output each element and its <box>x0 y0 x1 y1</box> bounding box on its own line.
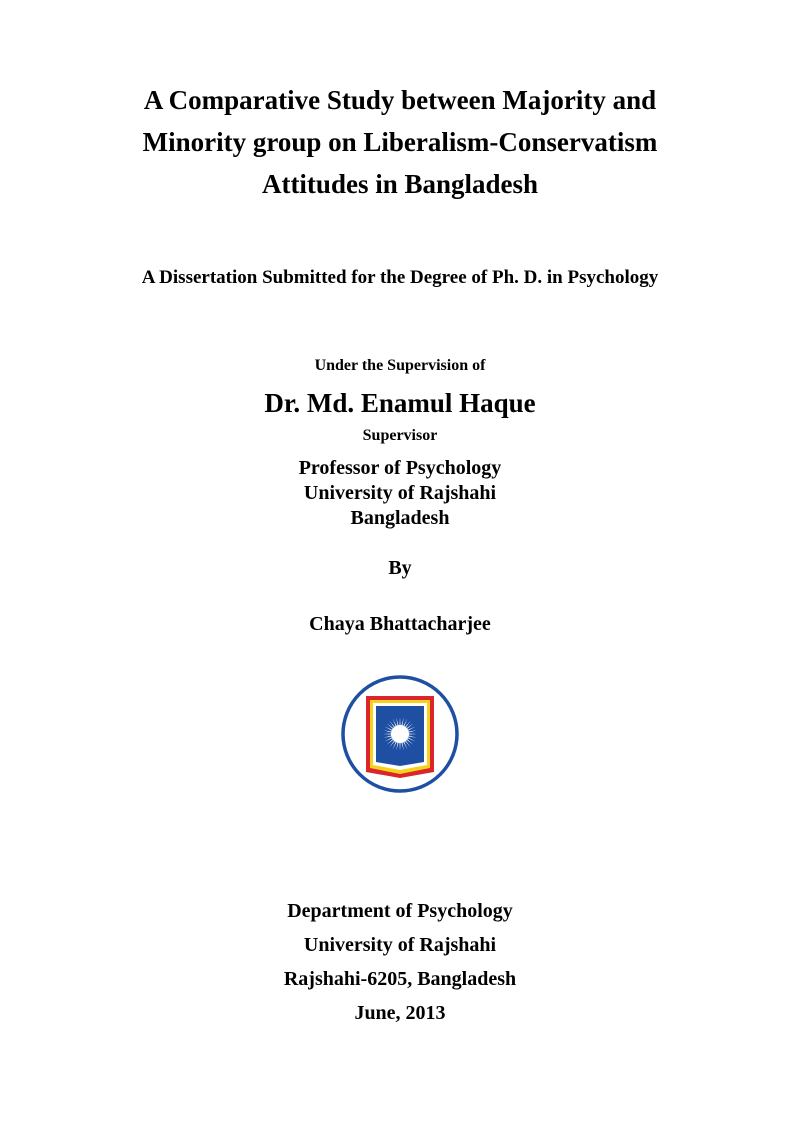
supervisor-name: Dr. Md. Enamul Haque <box>264 388 536 418</box>
department-name: Department of Psychology <box>287 900 513 922</box>
author-name: Chaya Bhattacharjee <box>309 613 491 635</box>
supervisor-country: Bangladesh <box>350 507 450 529</box>
by-label: By <box>388 557 412 579</box>
supervisor-university: University of Rajshahi <box>303 482 497 504</box>
university-crest-icon <box>340 674 460 794</box>
supervision-intro: Under the Supervision of <box>314 357 486 374</box>
thesis-title-line-2: Minority group on Liberalism-Conservatism <box>142 127 658 157</box>
degree-statement: A Dissertation Submitted for the Degree of Ph. D. in Psychology <box>141 267 659 288</box>
supervisor-position: Professor of Psychology <box>298 457 502 479</box>
submission-date: June, 2013 <box>354 1002 446 1024</box>
institution-university: University of Rajshahi <box>303 934 497 956</box>
institution-address: Rajshahi-6205, Bangladesh <box>283 968 517 990</box>
thesis-title-line-1: A Comparative Study between Majority and <box>143 85 657 115</box>
thesis-title-line-3: Attitudes in Bangladesh <box>261 169 539 199</box>
supervisor-role: Supervisor <box>362 427 438 444</box>
